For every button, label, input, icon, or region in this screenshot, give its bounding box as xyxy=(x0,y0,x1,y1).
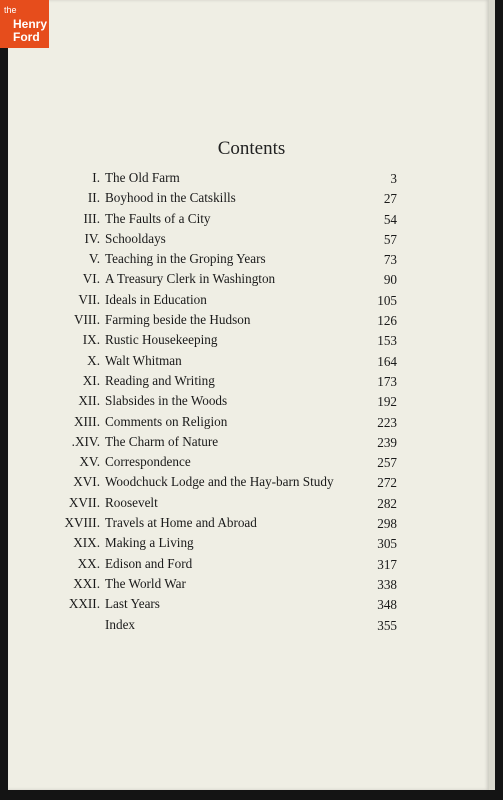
toc-entry xyxy=(0,432,503,452)
chapter-numeral: XIX. xyxy=(73,535,100,551)
chapter-title: Schooldays xyxy=(105,230,166,246)
chapter-page-number: 239 xyxy=(377,434,397,450)
chapter-numeral: XXII. xyxy=(68,596,100,612)
chapter-numeral: II. xyxy=(87,190,100,206)
chapter-title: Ideals in Education xyxy=(105,291,207,307)
chapter-page-number: 272 xyxy=(377,475,397,491)
chapter-page-number: 173 xyxy=(377,373,397,389)
henry-ford-logo xyxy=(0,0,49,48)
chapter-title: Last Years xyxy=(105,596,160,612)
chapter-title: Comments on Religion xyxy=(105,413,228,429)
chapter-page-number: 3 xyxy=(390,171,397,186)
chapter-title: Roosevelt xyxy=(105,494,158,510)
chapter-numeral: XVIII. xyxy=(64,515,100,531)
chapter-numeral: VI. xyxy=(82,271,100,287)
chapter-title: Making a Living xyxy=(105,535,194,551)
toc-entry xyxy=(0,249,503,269)
toc-entry xyxy=(0,412,503,432)
chapter-page-number: 153 xyxy=(377,333,397,349)
chapter-title: Index xyxy=(105,616,136,632)
chapter-numeral: .XIV. xyxy=(71,433,100,449)
chapter-title: Rustic Housekeeping xyxy=(105,332,218,348)
chapter-numeral: XV. xyxy=(79,454,100,470)
chapter-title: Correspondence xyxy=(105,454,191,470)
chapter-page-number: 126 xyxy=(377,313,397,329)
chapter-page-number: 223 xyxy=(377,414,397,430)
chapter-numeral: VII. xyxy=(78,291,100,307)
chapter-page-number: 192 xyxy=(377,394,397,410)
toc-entry xyxy=(0,554,503,574)
toc-entry xyxy=(0,513,503,533)
chapter-numeral: I. xyxy=(92,170,100,185)
chapter-title: Boyhood in the Catskills xyxy=(105,190,236,206)
toc-entry xyxy=(0,351,503,371)
chapter-title: The Old Farm xyxy=(105,170,180,185)
chapter-page-number: 355 xyxy=(377,617,397,633)
toc-entry xyxy=(0,574,503,594)
toc-entry xyxy=(0,371,503,391)
toc-entry xyxy=(0,330,503,350)
toc-entry xyxy=(0,310,503,330)
chapter-page-number: 90 xyxy=(383,272,397,288)
toc-entry xyxy=(0,209,503,229)
chapter-numeral: XXI. xyxy=(73,575,100,591)
toc-entry xyxy=(0,533,503,553)
logo-the: the xyxy=(4,5,17,15)
chapter-numeral: IX. xyxy=(82,332,100,348)
chapter-title: The Faults of a City xyxy=(105,210,211,226)
toc-entry xyxy=(0,269,503,289)
chapter-page-number: 57 xyxy=(383,231,397,247)
chapter-numeral: XI. xyxy=(82,372,100,388)
chapter-page-number: 27 xyxy=(383,191,397,207)
chapter-page-number: 298 xyxy=(377,516,397,532)
chapter-title: Farming beside the Hudson xyxy=(105,312,251,328)
chapter-page-number: 305 xyxy=(377,536,397,552)
chapter-numeral: XX. xyxy=(77,555,100,571)
page-title: Contents xyxy=(217,138,286,159)
chapter-numeral: XII. xyxy=(78,393,100,409)
chapter-numeral: III. xyxy=(83,210,100,226)
chapter-title: Slabsides in the Woods xyxy=(105,393,228,409)
toc-entry xyxy=(0,452,503,472)
chapter-page-number: 73 xyxy=(383,252,397,268)
chapter-numeral: X. xyxy=(87,352,100,368)
chapter-title: A Treasury Clerk in Washington xyxy=(105,271,276,287)
toc-entry xyxy=(0,472,503,492)
chapter-title: Reading and Writing xyxy=(105,372,215,388)
logo-henry: Henry xyxy=(13,17,48,31)
chapter-page-number: 257 xyxy=(377,455,397,471)
chapter-numeral: XVII. xyxy=(68,494,100,510)
chapter-numeral: IV. xyxy=(84,230,100,246)
chapter-page-number: 338 xyxy=(377,576,397,592)
chapter-title: Travels at Home and Abroad xyxy=(105,515,257,531)
toc-entry xyxy=(0,493,503,513)
chapter-title: Woodchuck Lodge and the Hay-barn Study xyxy=(105,474,334,490)
chapter-title: Walt Whitman xyxy=(105,352,182,368)
chapter-numeral: XVI. xyxy=(73,474,100,490)
toc-entry xyxy=(0,168,503,188)
chapter-page-number: 282 xyxy=(377,495,397,511)
toc-entry xyxy=(0,615,503,635)
chapter-page-number: 348 xyxy=(377,597,397,613)
toc-entry xyxy=(0,391,503,411)
toc-entry xyxy=(0,594,503,614)
table-of-contents xyxy=(0,168,503,635)
chapter-page-number: 105 xyxy=(377,292,397,308)
chapter-numeral: VIII. xyxy=(74,312,100,328)
chapter-title: Teaching in the Groping Years xyxy=(105,251,266,267)
chapter-title: The Charm of Nature xyxy=(105,433,219,449)
logo-ford: Ford xyxy=(13,30,40,44)
toc-entry xyxy=(0,188,503,208)
chapter-title: The World War xyxy=(105,575,186,591)
chapter-numeral: XIII. xyxy=(74,413,100,429)
chapter-title: Edison and Ford xyxy=(105,555,193,571)
toc-entry xyxy=(0,290,503,310)
chapter-page-number: 164 xyxy=(377,353,397,369)
chapter-page-number: 54 xyxy=(383,211,397,227)
toc-entry xyxy=(0,229,503,249)
chapter-numeral: V. xyxy=(88,251,100,267)
chapter-page-number: 317 xyxy=(377,556,397,572)
